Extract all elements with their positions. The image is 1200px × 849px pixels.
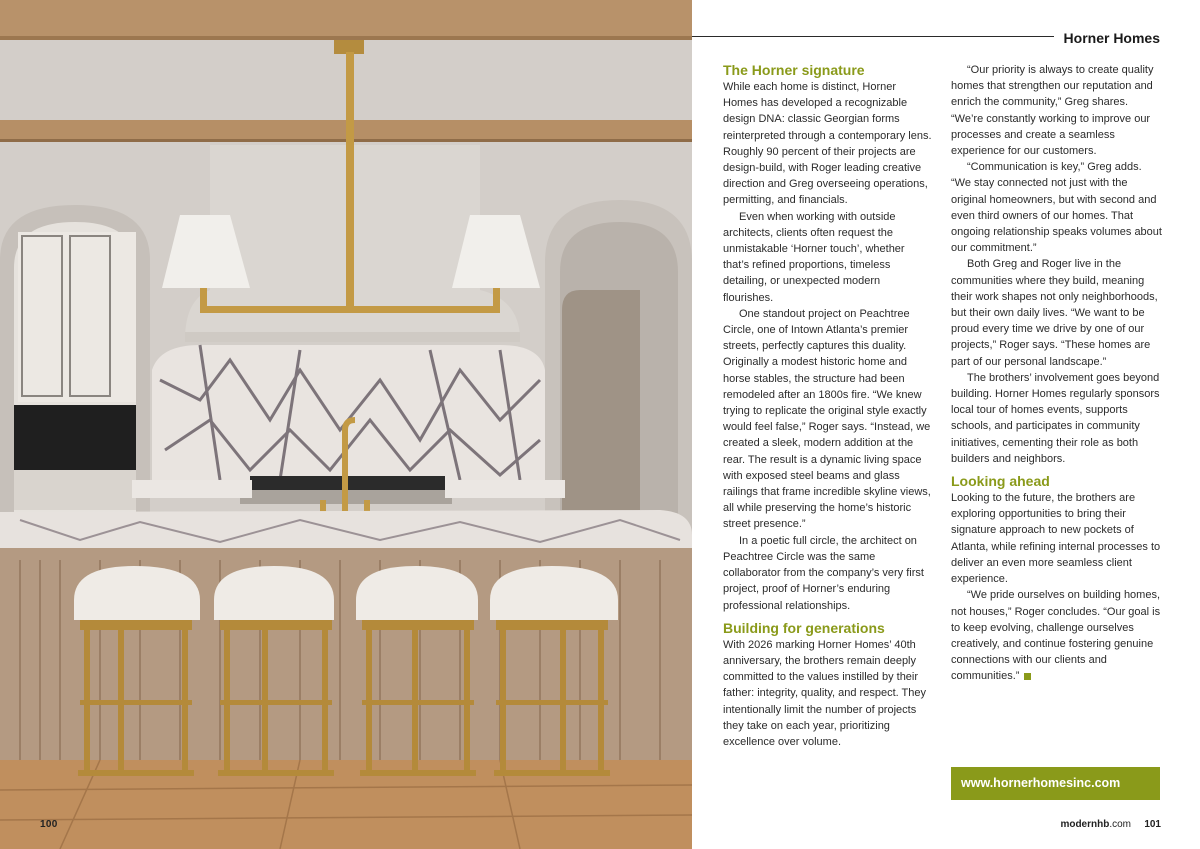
page-number-right: 101 <box>1144 819 1161 830</box>
paragraph: One standout project on Peachtree Circle, one of Intown Atlanta’s premier streets, perfectly captures this duality. Originally a modest historic home and horse stables, the structure had been remodeled after an 1800s fire. “We knew trying to replicate the original style exactly would feel false,” Roger says. “Instead, we created a sleek, modern addition at the rear. The result is a dynamic living space with exposed steel beams and glass railings that frame incredible skyline views, all while preserving the home’s historic street presence.” <box>723 307 931 531</box>
paragraph: Even when working with outside architects, clients often request the unmistakable ‘Horner touch’, whether that’s refined proportions, timeless detailing, or unexpected modern flourishes. <box>723 210 905 304</box>
paragraph: With 2026 marking Horner Homes’ 40th anniversary, the brothers remain deeply committed to the values instilled by their father: integrity, quality, and respect. They intentionally limit the number of projects they take on each year, prioritizing excellence over volume. <box>723 638 926 748</box>
paragraph: Both Greg and Roger live in the communities where they build, meaning their work shapes not only neighborhoods, but their own daily lives. “We want to be proud every time we drive by one of our projects,” Roger says. “These homes are part of our personal landscape.” <box>951 258 1158 368</box>
article-column-1 <box>723 62 933 750</box>
brand-header: Horner Homes <box>1063 30 1160 46</box>
article-column-2 <box>951 62 1163 685</box>
paragraph: Looking to the future, the brothers are exploring opportunities to bring their signature approach to new pockets of Atlanta, while refining internal processes to deliver an even more seamless client experience. <box>951 492 1161 586</box>
header-rule <box>692 36 1054 37</box>
section-heading: Looking ahead <box>951 473 1050 490</box>
paragraph: In a poetic full circle, the architect on Peachtree Circle was the same collaborator from the company’s very first project, proof of Horner’s enduring professional relationships. <box>723 534 924 612</box>
section-heading: Building for generations <box>723 619 885 636</box>
footer-site-name: modernhb <box>1060 819 1110 830</box>
paragraph: While each home is distinct, Horner Homes has developed a recognizable design DNA: classic Georgian forms reinterpreted through a contemporary lens. Roughly 90 percent of their projects are design-build, with Roger leading creative direction and Greg overseeing operations, permitting, and financials. <box>723 81 932 207</box>
footer-site <box>1060 819 1131 830</box>
paragraph: “Our priority is always to create quality homes that strengthen our reputation and enrich the community,” Greg shares. “We’re constantly working to improve our processes and create a seamless experience for our customers. <box>951 64 1154 158</box>
article-page <box>692 0 1200 849</box>
paragraph-final <box>951 587 1163 684</box>
paragraph-text: “We pride ourselves on building homes, not houses,” Roger concludes. “Our goal is to keep evolving, challenge ourselves creatively, and continue fostering genuine connections with our clients and communities.” <box>951 589 1161 683</box>
paragraph: “Communication is key,” Greg adds. “We stay connected not just with the original homeowners, but with second and even third owners of our homes. That ongoing relationship speaks volumes about our commitment.” <box>951 161 1162 255</box>
section-heading: The Horner signature <box>723 62 865 78</box>
website-link[interactable]: www.hornerhomesinc.com <box>951 767 1160 800</box>
footer-site-suffix: .com <box>1109 819 1131 830</box>
end-mark-icon <box>1024 673 1031 680</box>
page-number-left: 100 <box>40 819 58 830</box>
paragraph: The brothers’ involvement goes beyond building. Horner Homes regularly sponsors local tour of homes events, supports schools, and participates in community initiatives, cementing their role as both builders and neighbors. <box>951 371 1160 465</box>
